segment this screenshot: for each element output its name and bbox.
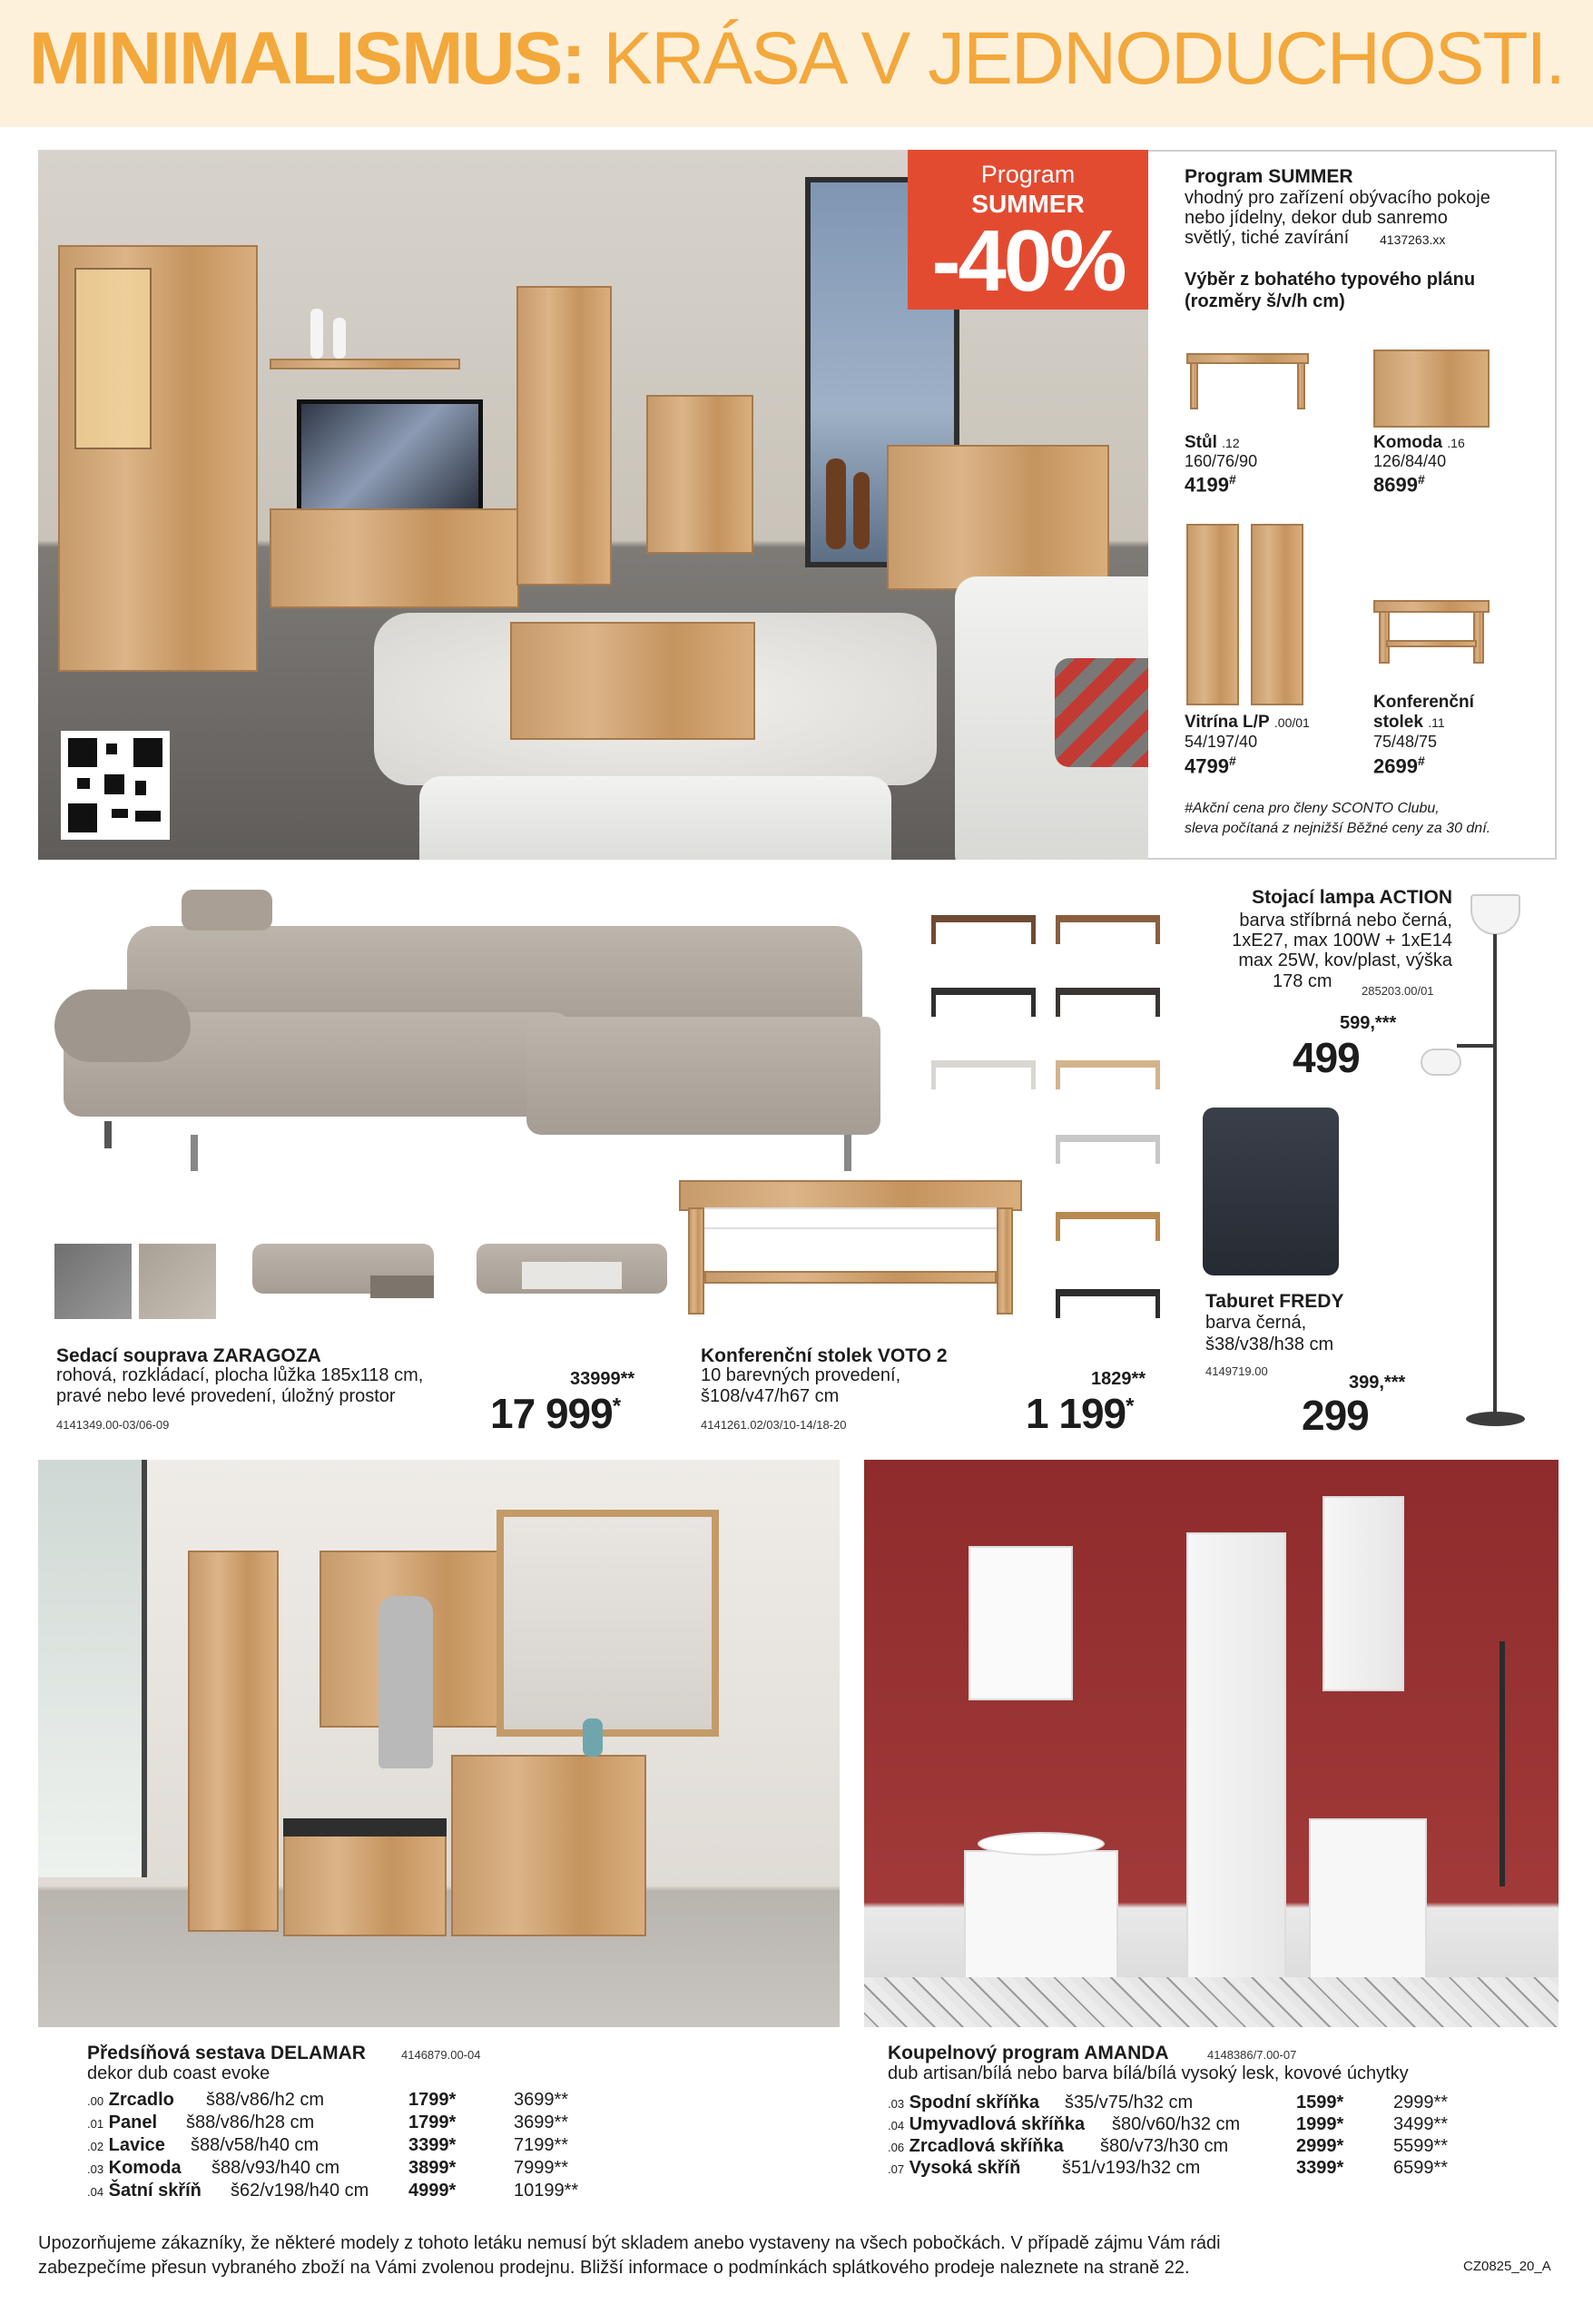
table-name: Konferenční stolek VOTO 2 <box>701 1345 948 1366</box>
summer-coffee-table-image <box>1373 600 1490 665</box>
floor-vase <box>826 458 846 549</box>
floor-vase <box>853 472 870 549</box>
delamar-row: .00 Zrcadlo <box>87 2090 174 2110</box>
table-price: 1 199* <box>1026 1390 1134 1437</box>
summer-item-vitrine-dims: 54/197/40 <box>1185 733 1258 751</box>
delamar-row-old: 3699** <box>514 2090 569 2110</box>
summer-item-dresser-dims: 126/84/40 <box>1373 452 1447 470</box>
tiled-floor <box>864 1977 1559 2027</box>
table-code: 4141261.02/03/10-14/18-20 <box>701 1418 847 1432</box>
lamp-price: 499 <box>1293 1034 1360 1081</box>
summer-dresser-image <box>1373 350 1490 428</box>
lamp-desc-1: barva stříbrná nebo černá, <box>1239 911 1452 931</box>
amanda-row-dims: š80/v73/h30 cm <box>1100 2136 1229 2156</box>
promo-badge <box>908 150 1148 310</box>
delamar-row-old: 10199** <box>514 2181 579 2201</box>
summer-desc-1: vhodný pro zařízení obývacího pokoje <box>1185 188 1490 208</box>
white-sofa-front <box>419 776 891 860</box>
delamar-row-dims: š88/v86/h2 cm <box>206 2090 325 2110</box>
summer-table-image <box>1186 353 1309 409</box>
shower-pipe <box>1500 1641 1505 1886</box>
amanda-subtitle: dub artisan/bílá nebo barva bílá/bílá vysoký lesk, kovové úchytky <box>888 2063 1409 2083</box>
dresser <box>451 1755 646 1936</box>
amanda-row-old: 2999** <box>1393 2093 1449 2112</box>
amanda-row-old: 6599** <box>1393 2158 1449 2178</box>
wardrobe <box>188 1551 279 1932</box>
delamar-row: .03 Komoda <box>87 2158 182 2178</box>
delamar-row-old: 3699** <box>514 2112 569 2132</box>
promo-discount: -40% <box>931 212 1125 310</box>
summer-item-vitrine: Vitrína L/P .00/01 <box>1185 713 1310 732</box>
tall-cabinet <box>516 286 612 586</box>
summer-code: 4137263.xx <box>1380 232 1446 247</box>
lamp-desc-3: max 25W, kov/plast, výška <box>1238 950 1452 970</box>
sofa-desc-2: pravé nebo levé provedení, úložný prostor <box>56 1386 396 1406</box>
delamar-row-dims: š88/v93/h40 cm <box>211 2158 340 2178</box>
amanda-row-dims: š51/v193/h32 cm <box>1062 2158 1201 2178</box>
summer-item-coffee-name-2: stolek .11 <box>1373 713 1445 732</box>
sofa-variant-2 <box>467 1226 672 1312</box>
lamp-desc-4: 178 cm <box>1273 971 1332 991</box>
vitrine-glass <box>74 268 152 449</box>
delamar-row-dims: š62/v198/h40 cm <box>231 2181 369 2201</box>
lamp-desc-2: 1xE27, max 100W + 1xE14 <box>1232 931 1452 950</box>
amanda-row-price: 1999* <box>1296 2114 1344 2134</box>
page-title-light: KRÁSA V JEDNODUCHOSTI. <box>603 17 1565 100</box>
amanda-row-dims: š80/v60/h32 cm <box>1112 2114 1241 2134</box>
page-code: CZ0825_20_A <box>1463 2259 1551 2274</box>
stool-old-price: 399,*** <box>1349 1373 1406 1393</box>
delamar-row-price: 3399* <box>408 2135 457 2155</box>
summer-info-box <box>1148 150 1557 860</box>
fabric-swatch-beige[interactable] <box>139 1244 216 1319</box>
summer-item-vitrine-price: 4799# <box>1185 753 1236 778</box>
footer-note-1: Upozorňujeme zákazníky, že některé modely z tohoto letáku nemusí být skladem anebo vystaveny na všech pobočkách. V případě zájmu Vám rádi <box>38 2233 1221 2253</box>
footer-note-2: zabezpečíme přesun vybraného zboží na Vámi zvolenou prodejnu. Bližší informace o podmínkách splátkového prodeje naleznete na straně 22. <box>38 2258 1190 2278</box>
stool-desc-2: š38/v38/h38 cm <box>1205 1334 1334 1354</box>
amanda-row: .04 Umyvadlová skříňka <box>888 2114 1086 2134</box>
summer-item-dresser-price: 8699# <box>1373 472 1425 497</box>
summer-item-table-price: 4199# <box>1185 472 1236 497</box>
lamp-old-price: 599,*** <box>1340 1013 1397 1033</box>
summer-footnote-2: sleva počítaná z nejnižší Běžné ceny za 30 dní. <box>1185 821 1491 836</box>
summer-subtitle-1: Výběr z bohatého typového plánu <box>1185 270 1476 290</box>
floor-lamp-image <box>1425 894 1561 1430</box>
sofa-variant-1 <box>243 1226 447 1312</box>
stool-price: 299 <box>1302 1392 1369 1439</box>
summer-item-table-dims: 160/76/90 <box>1185 452 1258 470</box>
table-old-price: 1829** <box>1091 1369 1146 1389</box>
amanda-row: .07 Vysoká skříň <box>888 2158 1021 2178</box>
summer-item-coffee-dims: 75/48/75 <box>1373 733 1438 751</box>
footer-note <box>38 2231 1454 2280</box>
table-desc-2: š108/v47/h67 cm <box>701 1386 840 1406</box>
tv-bench <box>270 508 519 608</box>
delamar-code: 4146879.00-04 <box>401 2048 481 2062</box>
summer-desc-3: světlý, tiché zavírání <box>1185 228 1350 248</box>
table-desc-1: 10 barevných provedení, <box>701 1365 901 1385</box>
sideboard <box>887 445 1109 590</box>
fabric-swatch-grey[interactable] <box>54 1244 132 1319</box>
wall-cabinet <box>1323 1496 1404 1691</box>
delamar-row-old: 7999** <box>514 2158 569 2178</box>
mirror <box>497 1510 719 1737</box>
base-cabinet <box>1309 1818 1427 1995</box>
promo-summer: SUMMER <box>971 190 1085 218</box>
amanda-row-price: 2999* <box>1296 2136 1344 2156</box>
amanda-row-price: 3399* <box>1296 2158 1344 2178</box>
sofa-price: 17 999* <box>490 1390 621 1437</box>
sink-cabinet <box>964 1850 1118 1986</box>
amanda-row-dims: š35/v75/h32 cm <box>1065 2093 1194 2112</box>
bathroom-photo <box>864 1460 1559 2027</box>
wall-shelf <box>270 359 460 369</box>
delamar-row: .01 Panel <box>87 2112 157 2132</box>
summer-item-coffee-price: 2699# <box>1373 753 1425 778</box>
summer-item-coffee-name: Konferenční <box>1373 693 1474 712</box>
summer-vitrine-image-2 <box>1251 524 1303 705</box>
delamar-title: Předsíňová sestava DELAMAR <box>87 2043 366 2063</box>
hall-vase <box>583 1718 603 1757</box>
summer-footnote-1: #Akční cena pro členy SCONTO Clubu, <box>1185 801 1440 816</box>
page-title <box>0 16 1593 102</box>
lamp-name: Stojací lampa ACTION <box>1252 887 1452 908</box>
sofa-image <box>54 890 880 1189</box>
summer-item-table: Stůl .12 <box>1185 433 1240 452</box>
amanda-row-price: 1599* <box>1296 2093 1344 2112</box>
summer-desc-2: nebo jídelny, dekor dub sanremo <box>1185 208 1448 228</box>
delamar-row-price: 3899* <box>408 2158 457 2178</box>
sink <box>978 1832 1105 1856</box>
tv-screen <box>297 399 483 513</box>
delamar-row-price: 1799* <box>408 2090 457 2110</box>
amanda-row-old: 3499** <box>1393 2114 1449 2134</box>
amanda-code: 4148386/7.00-07 <box>1207 2048 1297 2062</box>
delamar-row-old: 7199** <box>514 2135 569 2155</box>
sofa-name: Sedací souprava ZARAGOZA <box>56 1345 321 1366</box>
summer-item-dresser: Komoda .16 <box>1373 433 1465 452</box>
delamar-row-price: 1799* <box>408 2112 457 2132</box>
stool-name: Taburet FREDY <box>1205 1291 1344 1312</box>
stool-desc-1: barva černá, <box>1205 1313 1307 1333</box>
amanda-row: .03 Spodní skříňka <box>888 2093 1040 2112</box>
page-title-bold: MINIMALISMUS: <box>28 17 585 100</box>
vase <box>310 309 323 359</box>
summer-vitrine-image <box>1186 524 1239 705</box>
delamar-row-dims: š88/v86/h28 cm <box>186 2112 315 2132</box>
coffee-table <box>510 622 755 740</box>
amanda-title: Koupelnový program AMANDA <box>888 2043 1169 2063</box>
amanda-row-old: 5599** <box>1393 2136 1449 2156</box>
qr-code[interactable] <box>61 731 170 840</box>
summer-title: Program SUMMER <box>1185 166 1353 187</box>
highboard <box>646 395 753 554</box>
hallway-photo <box>38 1460 840 2027</box>
vase <box>333 318 346 359</box>
voto-color-variants[interactable] <box>926 908 1171 1344</box>
delamar-subtitle: dekor dub coast evoke <box>87 2063 270 2083</box>
delamar-row: .04 Šatní skříň <box>87 2181 202 2201</box>
bench-cushion <box>283 1818 447 1837</box>
sofa-old-price: 33999** <box>570 1369 635 1389</box>
summer-subtitle-2: (rozměry š/v/h cm) <box>1185 291 1345 311</box>
stool-code: 4149719.00 <box>1205 1364 1268 1378</box>
mirror-cabinet <box>969 1546 1073 1700</box>
lamp-code: 285203.00/01 <box>1362 984 1434 998</box>
delamar-row-dims: š88/v58/h40 cm <box>191 2135 320 2155</box>
hall-window <box>38 1460 147 1877</box>
sofa-desc-1: rohová, rozkládací, plocha lůžka 185x118 cm, <box>56 1365 424 1385</box>
delamar-row: .02 Lavice <box>87 2135 165 2155</box>
promo-program: Program <box>980 161 1076 188</box>
tall-cabinet <box>1186 1532 1286 1986</box>
amanda-row: .06 Zrcadlová skříňka <box>888 2136 1064 2156</box>
stool-image <box>1203 1108 1339 1275</box>
sofa-code: 4141349.00-03/06-09 <box>56 1418 170 1432</box>
delamar-row-price: 4999* <box>408 2181 457 2201</box>
coat <box>379 1596 433 1768</box>
